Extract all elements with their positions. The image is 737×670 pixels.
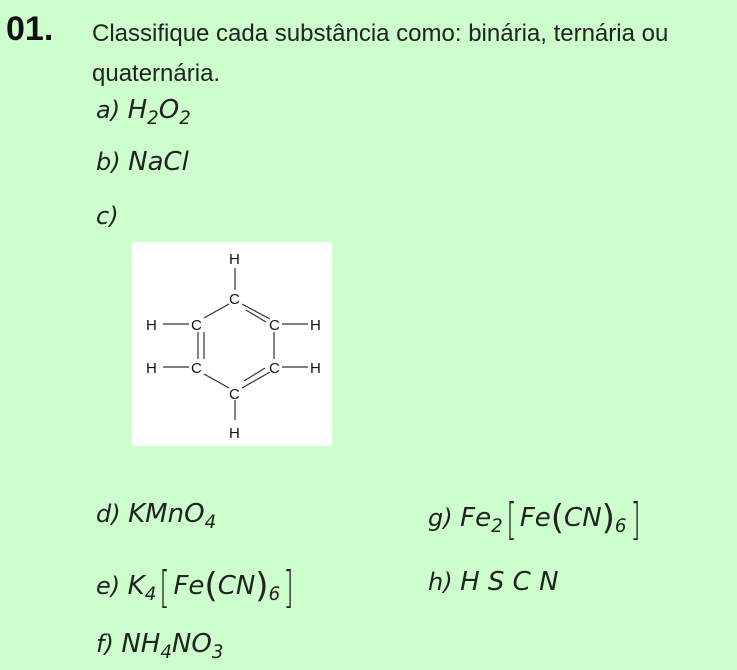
atom-h-upper-right: H: [310, 317, 321, 334]
atom-h-lower-right: H: [310, 360, 321, 377]
item-h-formula: H S C N: [460, 567, 559, 597]
item-g-paren-close: ): [601, 498, 615, 538]
item-d-sub1: 4: [204, 512, 217, 534]
item-g: [428, 494, 644, 545]
item-e-bracket-close: ]: [283, 562, 294, 613]
benzene-structure: [132, 242, 332, 446]
item-a-sub2: 2: [179, 108, 191, 130]
item-f-label: f): [96, 630, 114, 658]
item-e-formula: [127, 562, 298, 613]
item-f-atom1: NH: [121, 629, 161, 659]
bond-ring-top-right: [242, 304, 270, 319]
item-g-atom2: Fe: [519, 503, 551, 533]
item-g-bracket-open: [: [506, 494, 517, 545]
item-a-label: a): [96, 96, 121, 124]
item-f-atom2: NO: [171, 629, 212, 659]
item-c-label: c): [96, 202, 119, 230]
item-d-formula: [128, 499, 217, 534]
item-e-paren-close: ): [255, 566, 269, 606]
item-e-ligand: CN: [217, 571, 256, 601]
item-f: [96, 628, 224, 664]
atom-h-lower-left: H: [146, 360, 157, 377]
item-g-sub2: 6: [614, 516, 627, 538]
question-text: Classifique cada substância como: binária, ternária ou quaternária.: [92, 20, 669, 87]
atom-h-upper-left: H: [146, 317, 157, 334]
bond-ring-bottom-right-double: [244, 368, 265, 381]
bond-ring-bottom-left: [204, 374, 229, 388]
item-e-atom1: K: [127, 571, 145, 601]
item-e: [96, 562, 297, 613]
atom-c-upper-right: C: [269, 317, 280, 334]
item-b-formula: NaCl: [128, 147, 189, 177]
atom-c-top: C: [229, 291, 240, 308]
item-a-formula: [127, 95, 191, 130]
item-d-atom1: KMnO: [128, 499, 205, 529]
atom-h-bottom: H: [229, 425, 240, 442]
item-a-atom2: O: [158, 95, 180, 125]
atom-c-lower-left: C: [191, 360, 202, 377]
item-a: [96, 94, 191, 130]
item-b: [96, 146, 189, 177]
item-g-ligand: CN: [564, 503, 602, 533]
item-a-sub1: 2: [147, 108, 159, 130]
item-e-bracket-open: [: [159, 562, 171, 613]
item-d: [96, 498, 217, 534]
atom-c-bottom: C: [229, 386, 240, 403]
item-h-label: h): [428, 568, 453, 596]
item-g-atom1: Fe: [460, 503, 492, 533]
item-g-sub1: 2: [491, 516, 503, 538]
question-number: 01.: [6, 10, 54, 48]
item-h: [428, 566, 559, 597]
item-a-atom1: H: [127, 95, 148, 125]
item-d-label: d): [96, 500, 121, 528]
atom-h-top: H: [229, 251, 240, 268]
item-e-sub1: 4: [144, 584, 157, 606]
item-e-atom2: Fe: [173, 571, 205, 601]
item-f-sub1: 4: [160, 642, 172, 664]
item-c: [96, 200, 119, 231]
item-b-label: b): [96, 148, 121, 176]
item-g-bracket-close: ]: [629, 494, 641, 545]
item-f-sub2: 3: [211, 642, 224, 664]
bond-ring-top-left: [204, 304, 229, 318]
item-e-paren-open: (: [204, 566, 218, 606]
item-g-paren-open: (: [550, 498, 565, 538]
item-e-label: e): [96, 572, 121, 600]
atom-c-upper-left: C: [191, 317, 202, 334]
item-e-sub2: 6: [268, 584, 281, 606]
item-g-label: g): [428, 504, 453, 532]
item-g-formula: [460, 494, 644, 545]
atom-c-lower-right: C: [269, 360, 280, 377]
item-f-formula: [121, 629, 224, 664]
